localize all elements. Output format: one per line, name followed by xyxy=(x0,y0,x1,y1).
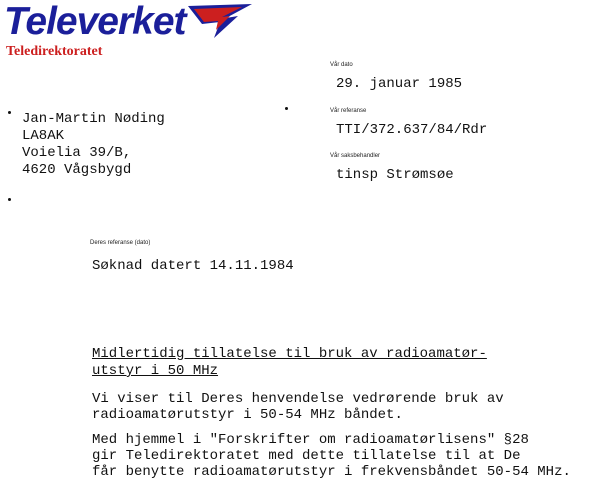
recipient-address xyxy=(22,111,165,179)
subject-line: utstyr i 50 MHz xyxy=(92,363,219,379)
recipient-callsign: LA8AK xyxy=(22,128,65,144)
paragraph-line: Vi viser til Deres henvendelse vedrørende bruk av xyxy=(92,391,504,407)
televerket-logo: Televerket xyxy=(4,0,186,43)
subject-line: Midlertidig tillatelse til bruk av radioamatør- xyxy=(92,346,487,362)
case-handler-label: Vår saksbehandler xyxy=(330,153,381,159)
paragraph-line: Med hjemmel i "Forskrifter om radioamatørlisens" §28 xyxy=(92,432,529,448)
our-reference-label: Vår referanse xyxy=(330,108,367,114)
date-value: 29. januar 1985 xyxy=(336,76,463,92)
our-reference-value: TTI/372.637/84/Rdr xyxy=(336,122,488,138)
letter-subject xyxy=(92,346,487,380)
date-label: Vår dato xyxy=(330,62,353,68)
fold-mark xyxy=(285,107,288,110)
paragraph-line: gir Teledirektoratet med dette tillatelse til at De xyxy=(92,448,521,464)
case-handler-value: tinsp Strømsøe xyxy=(336,167,454,183)
recipient-name: Jan-Martin Nøding xyxy=(22,111,165,127)
paragraph-2 xyxy=(92,432,571,480)
televerket-logo-mark-icon xyxy=(186,2,256,47)
paragraph-line: radioamatørutstyr i 50-54 MHz båndet. xyxy=(92,407,403,423)
recipient-postal: 4620 Vågsbygd xyxy=(22,162,132,178)
paragraph-1 xyxy=(92,391,504,423)
fold-mark xyxy=(8,198,11,201)
your-reference-label: Deres referanse (dato) xyxy=(90,240,151,246)
fold-mark xyxy=(8,111,11,114)
recipient-street: Voielia 39/B, xyxy=(22,145,132,161)
your-reference-value: Søknad datert 14.11.1984 xyxy=(92,258,294,274)
paragraph-line: får benytte radioamatørutstyr i frekvensbåndet 50-54 MHz. xyxy=(92,464,571,480)
department-name: Teledirektoratet xyxy=(6,44,103,59)
